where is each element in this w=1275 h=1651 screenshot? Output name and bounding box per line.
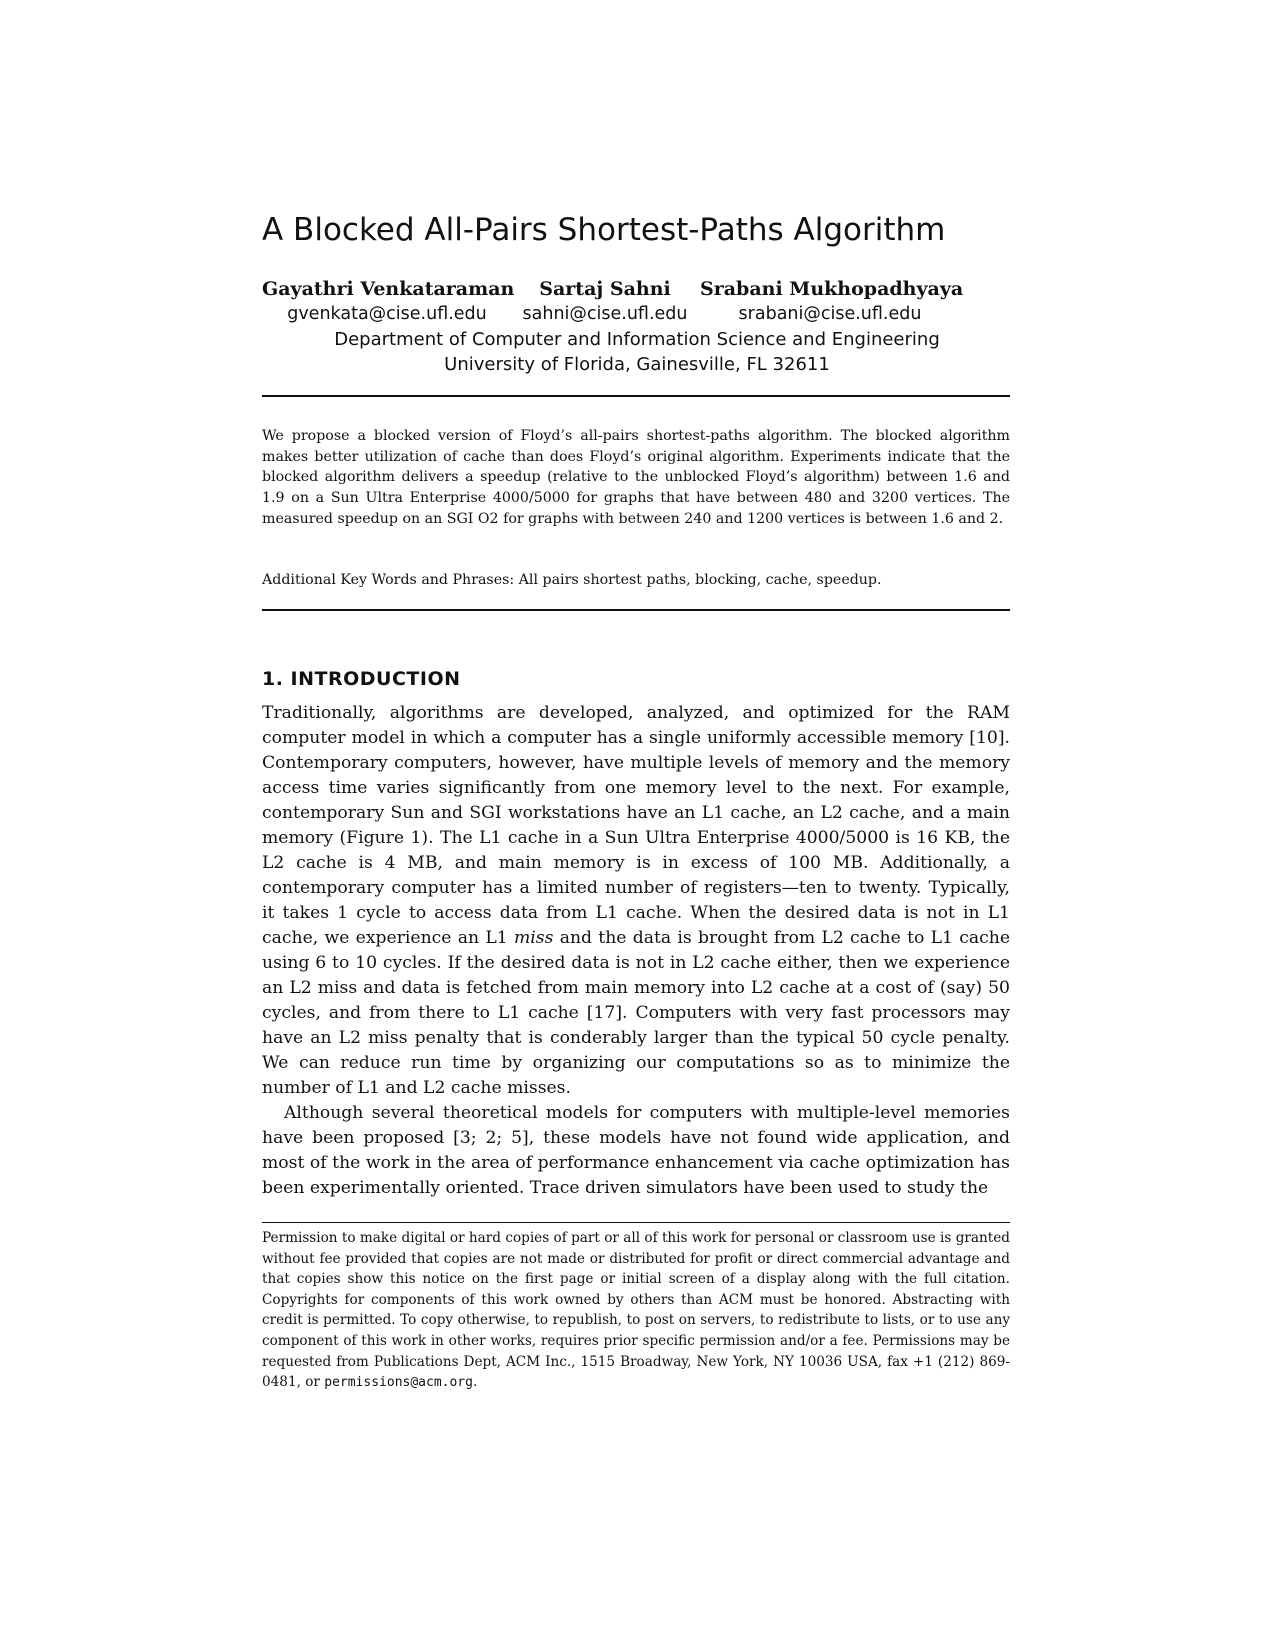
abstract: We propose a blocked version of Floyd’s all-pairs shortest-paths algorithm. The blocked algorithm makes better utilization of cache than does Floyd’s original algorithm. Experiments indicate that the blocked algorithm delivers a speedup (relative to the unblocked Floyd’s algorithm) between 1.6 and 1.9 on a Sun Ultra Enterprise 4000/5000 for graphs that have between 480 and 3200 vertices. The measured speedup on an SGI O2 for graphs with between 240 and 1200 vertices is between 1.6 and 2. bbox=[262, 428, 1010, 527]
author-2 bbox=[510, 278, 700, 324]
author-email: sahni@cise.ufl.edu bbox=[522, 304, 688, 324]
abstract-rule bbox=[262, 609, 1010, 611]
author-name: Srabani Mukhopadhyaya bbox=[700, 278, 964, 300]
intro-text: Traditionally, algorithms are developed, analyzed, and optimized for the RAM computer model in which a computer has a single uniformly accessible memory [10]. Contemporary computers, however, have multiple levels of memory and the memory access time varies significantly from one memory level to the next. For example, contemporary Sun and SGI workstations have an L1 cache, an L2 cache, and a main memory (Figure 1). The L1 cache in a Sun Ultra Enterprise 4000/5000 is 16 KB, the L2 cache is 4 MB, and main memory is in excess of 100 MB. Additionally, a contemporary computer has a limited number of registers—ten to twenty. Typically, it takes 1 cycle to access data from L1 cache. When the desired data is not in L1 cache, we experience an L1 bbox=[262, 703, 1010, 948]
keywords: Additional Key Words and Phrases: All pairs shortest paths, blocking, cache, speedup. bbox=[262, 572, 882, 588]
university: University of Florida, Gainesville, FL 32611 bbox=[444, 354, 830, 375]
author-email: gvenkata@cise.ufl.edu bbox=[287, 304, 487, 324]
top-rule bbox=[262, 395, 1010, 397]
intro-paragraph-1 bbox=[262, 701, 1010, 1101]
intro-paragraph-2: Although several theoretical models for computers with multiple-level memories have been proposed [3; 2; 5], these models have not found wide application, and most of the work in the area of performance enhancement via cache optimization has been experimentally oriented. Trace driven simulators have been used to study the bbox=[262, 1103, 1010, 1198]
footnote-period: . bbox=[472, 1374, 478, 1391]
paper-title: A Blocked All-Pairs Shortest-Paths Algorithm bbox=[262, 212, 946, 248]
footnote-rule bbox=[262, 1222, 1010, 1223]
footnote-email-link[interactable]: permissions@acm.org bbox=[324, 1375, 473, 1391]
section-heading: 1. INTRODUCTION bbox=[262, 668, 461, 690]
author-1 bbox=[262, 278, 515, 324]
author-3 bbox=[700, 278, 964, 324]
intro-text: and the data is brought from L2 cache to L1 cache using 6 to 10 cycles. If the desired data is not in L2 cache either, then we experience an L2 miss and data is fetched from main memory into L2 cache at a cost of (say) 50 cycles, and from there to L1 cache [17]. Computers with very fast processors may have an L2 miss penalty that is conderably larger than the typical 50 cycle penalty. We can reduce run time by organizing our computations so as to minimize the number of L1 and L2 cache misses. bbox=[262, 928, 1010, 1098]
emphasis-miss: miss bbox=[513, 928, 554, 948]
permission-footnote bbox=[262, 1228, 1010, 1394]
department: Department of Computer and Information Science and Engineering bbox=[334, 329, 940, 350]
author-name: Sartaj Sahni bbox=[539, 278, 671, 300]
author-email: srabani@cise.ufl.edu bbox=[738, 304, 922, 324]
footnote-text: Permission to make digital or hard copies of part or all of this work for personal or classroom use is granted without fee provided that copies are not made or distributed for profit or direct commercial advantage and that copies show this notice on the first page or initial screen of a display along with the full citation. Copyrights for components of this work owned by others than ACM must be honored. Abstracting with credit is permitted. To copy otherwise, to republish, to post on servers, to redistribute to lists, or to use any component of this work in other works, requires prior specific permission and/or a fee. Permissions may be requested from Publications Dept, ACM Inc., 1515 Broadway, New York, NY 10036 USA, fax +1 (212) 869-0481, or bbox=[262, 1230, 1010, 1391]
author-name: Gayathri Venkataraman bbox=[262, 278, 515, 300]
